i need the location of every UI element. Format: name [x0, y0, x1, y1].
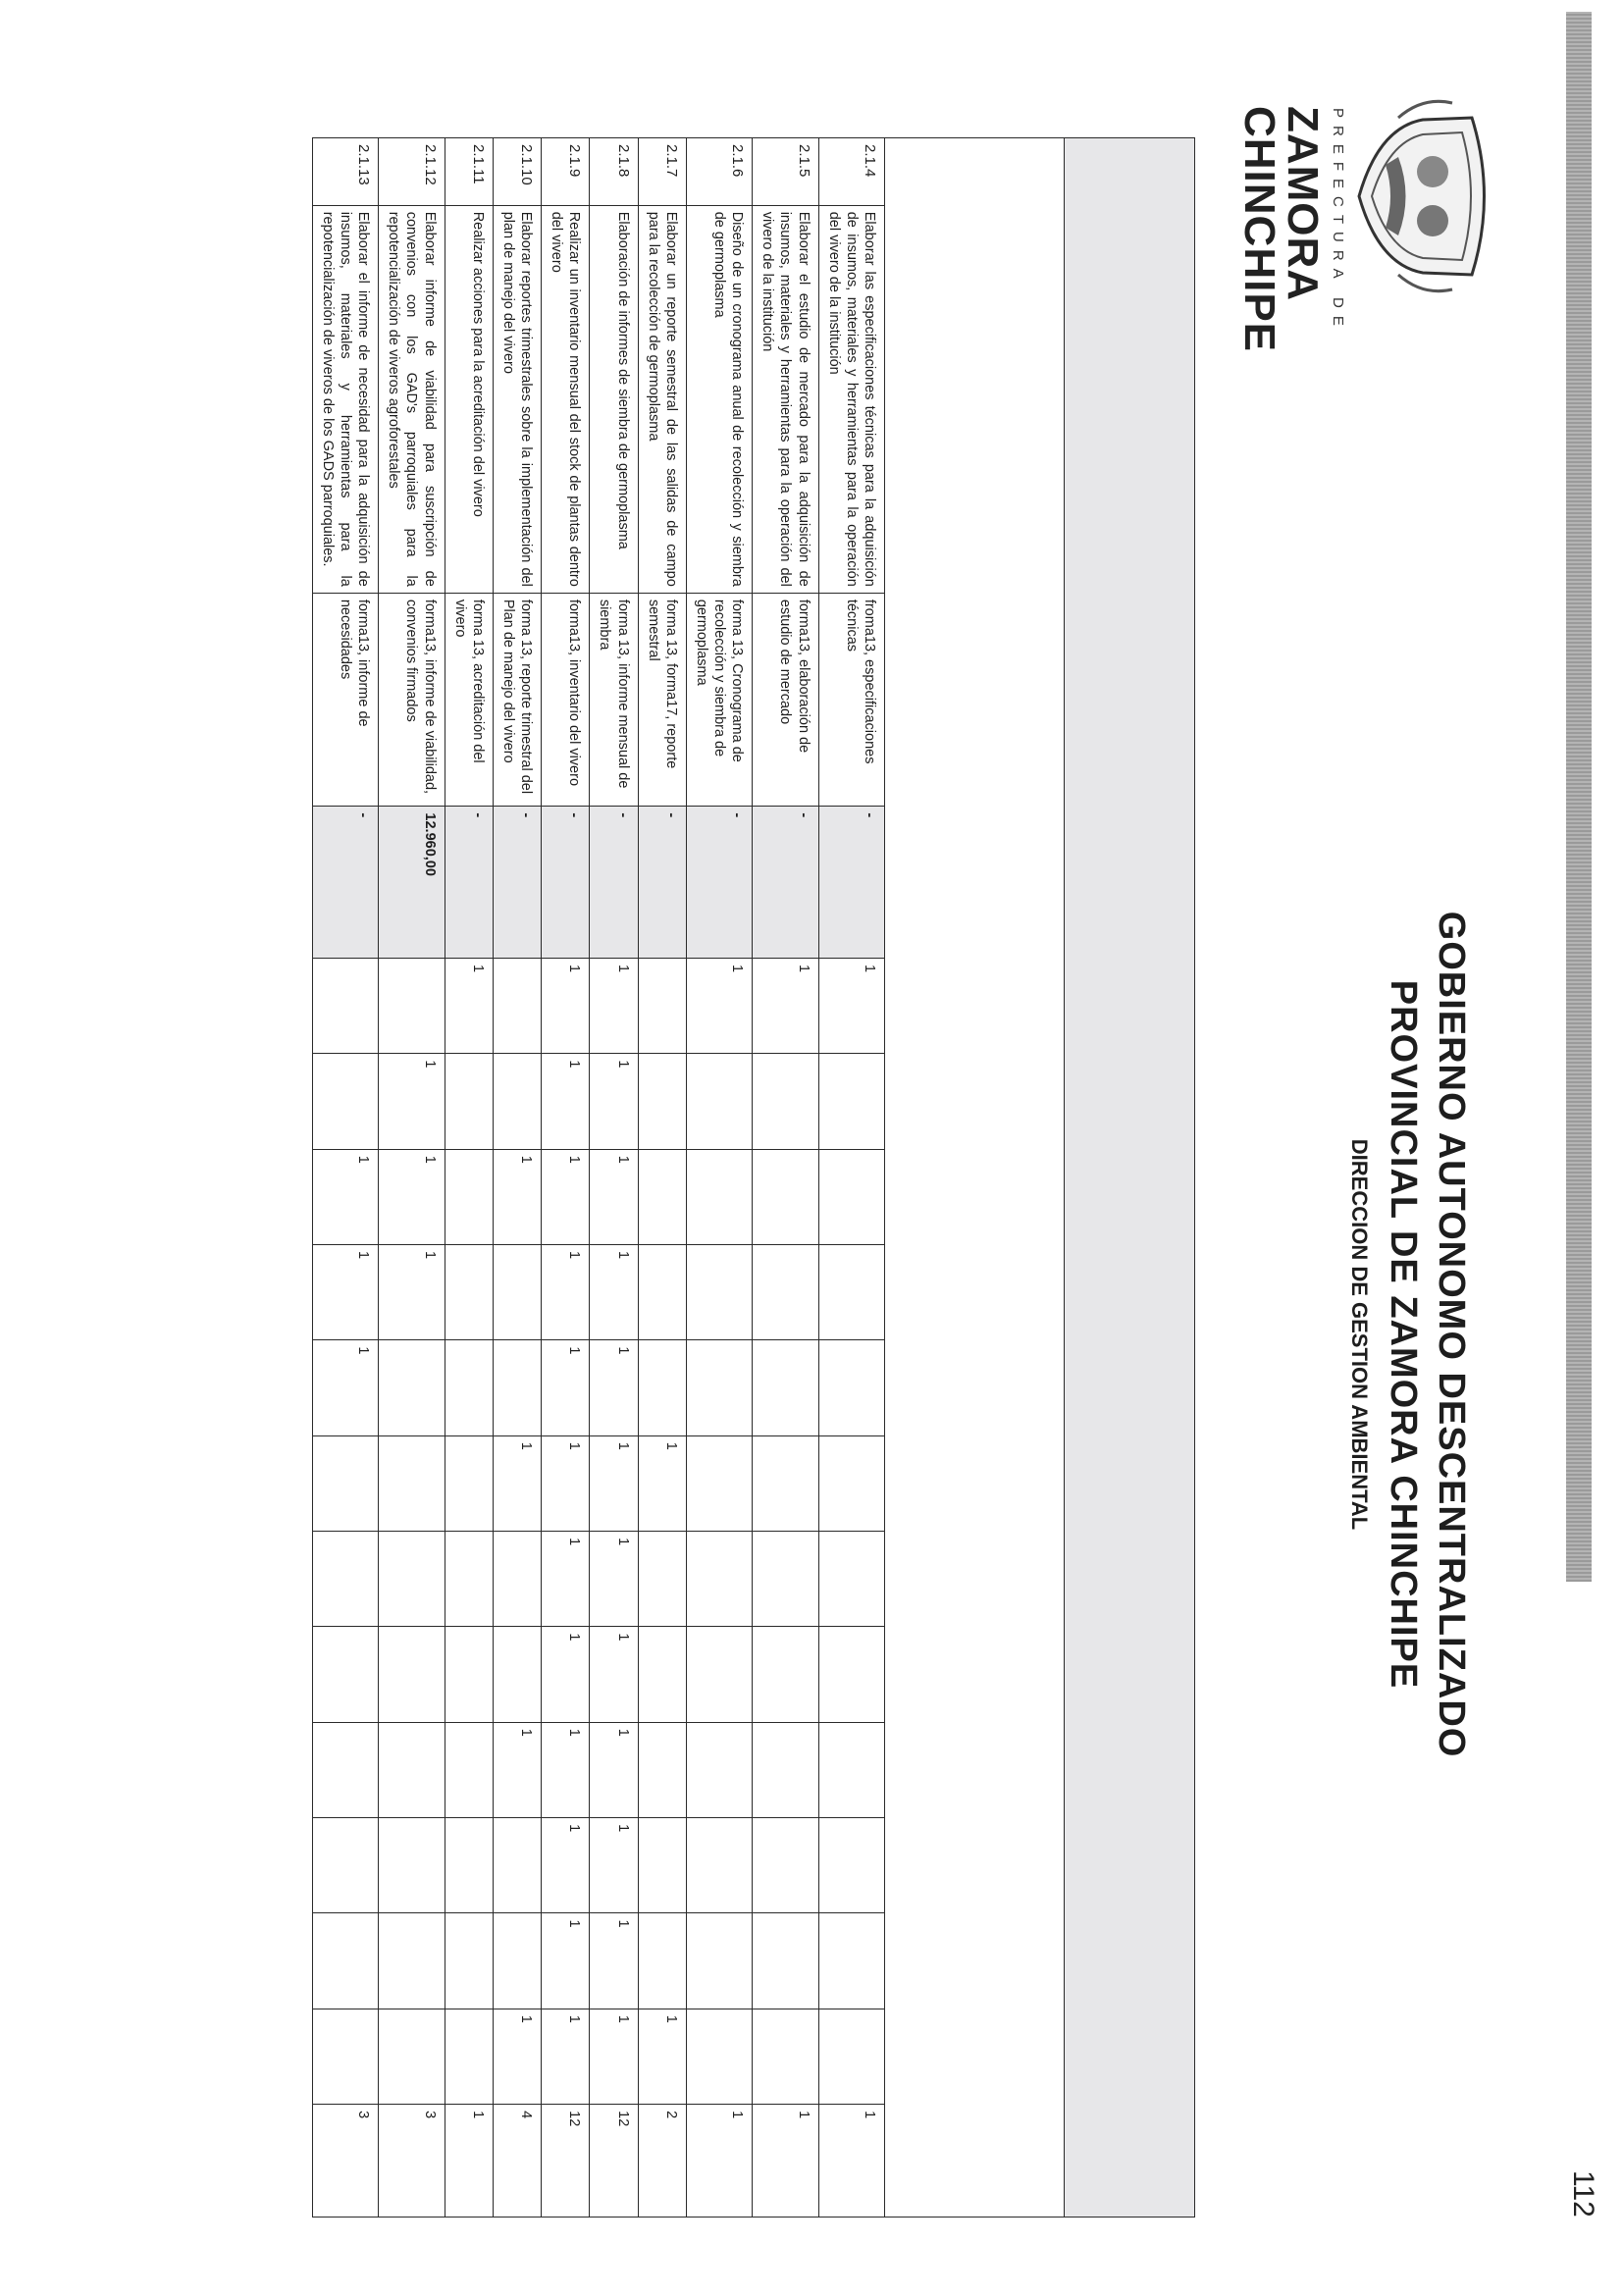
- rotated-sheet: [314, 39, 1511, 2218]
- month-7-cell: [445, 1532, 493, 1627]
- total-cell: 12: [542, 2105, 590, 2218]
- month-3-cell: 1: [493, 1149, 541, 1244]
- month-7-cell: 1: [542, 1532, 590, 1627]
- month-10-cell: [638, 1818, 686, 1913]
- month-9-cell: 1: [493, 1722, 541, 1817]
- header-titles: [1346, 844, 1472, 1825]
- month-1-cell: 1: [445, 959, 493, 1054]
- month-2-cell: [638, 1054, 686, 1149]
- activity-description-cell: Elaborar el estudio de mercado para la adquisición de insumos, materiales y herramientas para la operación del vivero de la institución: [753, 205, 818, 593]
- month-8-cell: 1: [590, 1627, 638, 1722]
- verification-means-cell: forma 13, Cronograma de recolección y siembra de germoplasma: [686, 593, 752, 807]
- table-row: [445, 138, 493, 2218]
- month-3-cell: [818, 1149, 884, 1244]
- activity-description-cell: Elaborar un reporte semestral de las salidas de campo para la recolección de germoplasma: [638, 205, 686, 593]
- table-row: [542, 138, 590, 2218]
- month-11-cell: [753, 1913, 818, 2009]
- budget-cell: 12.960,00: [379, 807, 445, 959]
- month-6-cell: [445, 1435, 493, 1531]
- month-2-cell: [753, 1054, 818, 1149]
- month-6-cell: [379, 1435, 445, 1531]
- month-12-cell: 1: [493, 2009, 541, 2104]
- total-cell: 3: [379, 2105, 445, 2218]
- month-10-cell: [312, 1818, 378, 1913]
- month-12-cell: [686, 2009, 752, 2104]
- activity-code-cell: 2.1.7: [638, 138, 686, 206]
- activity-description-cell: Elaborar reportes trimestrales sobre la implementación del plan de manejo del vivero: [493, 205, 541, 593]
- month-3-cell: [753, 1149, 818, 1244]
- verification-means-cell: forma 13, informe mensual de siembra: [590, 593, 638, 807]
- table-row: [638, 138, 686, 2218]
- month-9-cell: [686, 1722, 752, 1817]
- month-9-cell: [379, 1722, 445, 1817]
- month-6-cell: 1: [542, 1435, 590, 1531]
- month-1-cell: 1: [542, 959, 590, 1054]
- total-cell: 12: [590, 2105, 638, 2218]
- budget-cell: -: [493, 807, 541, 959]
- verification-means-cell: forma 13, acreditación del vivero: [445, 593, 493, 807]
- month-8-cell: [445, 1627, 493, 1722]
- month-4-cell: 1: [379, 1245, 445, 1340]
- activity-description-cell: Elaborar el informe de necesidad para la adquisición de insumos, materiales y herramientas para la repotencialización de viveros de los GADS parroquiales.: [312, 205, 378, 593]
- activity-description-cell: Elaborar las especificaciones técnicas para la adquisición de insumos, materiales y herramientas para la operación del vivero de la institución: [818, 205, 884, 593]
- activity-code-cell: 2.1.4: [818, 138, 884, 206]
- table-row: [818, 138, 884, 2218]
- budget-cell: -: [638, 807, 686, 959]
- activity-description-cell: Diseño de un cronograma anual de recolección y siembra de germoplasma: [686, 205, 752, 593]
- month-12-cell: [312, 2009, 378, 2104]
- total-cell: 1: [445, 2105, 493, 2218]
- month-2-cell: 1: [542, 1054, 590, 1149]
- month-11-cell: [312, 1913, 378, 2009]
- table-row: [590, 138, 638, 2218]
- activity-code-cell: 2.1.13: [312, 138, 378, 206]
- logo-prefix: PREFECTURA DE: [1330, 108, 1346, 334]
- grey-header-cell: [1065, 138, 1195, 2218]
- month-6-cell: [312, 1435, 378, 1531]
- activity-code-cell: 2.1.9: [542, 138, 590, 206]
- month-11-cell: [638, 1913, 686, 2009]
- month-10-cell: [493, 1818, 541, 1913]
- month-6-cell: 1: [493, 1435, 541, 1531]
- month-5-cell: [818, 1340, 884, 1435]
- total-cell: 2: [638, 2105, 686, 2218]
- month-1-cell: 1: [818, 959, 884, 1054]
- logo-name-line-2: CHINCHIPE: [1235, 106, 1283, 353]
- header-blank-row: [885, 138, 1065, 2218]
- month-3-cell: 1: [379, 1149, 445, 1244]
- month-1-cell: 1: [753, 959, 818, 1054]
- verification-means-cell: forma 13, forma17, reporte semestral: [638, 593, 686, 807]
- month-2-cell: [312, 1054, 378, 1149]
- month-7-cell: [493, 1532, 541, 1627]
- month-4-cell: 1: [312, 1245, 378, 1340]
- verification-means-cell: forma13, informe de necesidades: [312, 593, 378, 807]
- month-2-cell: 1: [590, 1054, 638, 1149]
- month-6-cell: [818, 1435, 884, 1531]
- total-cell: 3: [312, 2105, 378, 2218]
- activity-code-cell: 2.1.8: [590, 138, 638, 206]
- month-4-cell: [818, 1245, 884, 1340]
- total-cell: 1: [686, 2105, 752, 2218]
- activity-plan-body: [312, 138, 1194, 2218]
- province-title: PROVINCIAL DE ZAMORA CHINCHIPE: [1383, 979, 1424, 1690]
- month-9-cell: [445, 1722, 493, 1817]
- month-12-cell: 1: [638, 2009, 686, 2104]
- month-1-cell: 1: [686, 959, 752, 1054]
- budget-cell: -: [445, 807, 493, 959]
- table-row: [493, 138, 541, 2218]
- activity-code-cell: 2.1.6: [686, 138, 752, 206]
- verification-means-cell: forma13, informe de viabilidad, convenios firmados: [379, 593, 445, 807]
- month-9-cell: 1: [590, 1722, 638, 1817]
- month-2-cell: 1: [379, 1054, 445, 1149]
- month-11-cell: [818, 1913, 884, 2009]
- month-10-cell: 1: [590, 1818, 638, 1913]
- month-7-cell: [379, 1532, 445, 1627]
- month-4-cell: [445, 1245, 493, 1340]
- month-1-cell: [493, 959, 541, 1054]
- month-9-cell: [818, 1722, 884, 1817]
- month-8-cell: [493, 1627, 541, 1722]
- month-3-cell: 1: [590, 1149, 638, 1244]
- verification-means-cell: forma 13, reporte trimestral del Plan de manejo del vivero: [493, 593, 541, 807]
- activity-description-cell: Elaborar informe de viabilidad para suscripción de convenios con los GAD's parroquiales para la repotencialización de viveros agroforestales: [379, 205, 445, 593]
- month-12-cell: [445, 2009, 493, 2104]
- budget-cell: -: [753, 807, 818, 959]
- activity-code-cell: 2.1.11: [445, 138, 493, 206]
- month-8-cell: [312, 1627, 378, 1722]
- month-5-cell: [379, 1340, 445, 1435]
- month-4-cell: [493, 1245, 541, 1340]
- month-2-cell: [493, 1054, 541, 1149]
- activity-code-cell: 2.1.10: [493, 138, 541, 206]
- month-7-cell: [818, 1532, 884, 1627]
- month-12-cell: 1: [542, 2009, 590, 2104]
- month-12-cell: [379, 2009, 445, 2104]
- month-3-cell: 1: [312, 1149, 378, 1244]
- month-6-cell: 1: [638, 1435, 686, 1531]
- budget-cell: -: [686, 807, 752, 959]
- month-4-cell: 1: [542, 1245, 590, 1340]
- total-cell: 4: [493, 2105, 541, 2218]
- month-6-cell: [753, 1435, 818, 1531]
- month-2-cell: [445, 1054, 493, 1149]
- table-row: [753, 138, 818, 2218]
- month-8-cell: [638, 1627, 686, 1722]
- month-6-cell: [686, 1435, 752, 1531]
- month-5-cell: 1: [312, 1340, 378, 1435]
- coat-of-arms-icon: [1354, 98, 1492, 294]
- month-10-cell: [686, 1818, 752, 1913]
- month-10-cell: [818, 1818, 884, 1913]
- month-6-cell: 1: [590, 1435, 638, 1531]
- month-2-cell: [818, 1054, 884, 1149]
- month-8-cell: [686, 1627, 752, 1722]
- month-9-cell: [753, 1722, 818, 1817]
- month-10-cell: [379, 1818, 445, 1913]
- table-row: [379, 138, 445, 2218]
- month-5-cell: 1: [590, 1340, 638, 1435]
- month-10-cell: 1: [542, 1818, 590, 1913]
- month-9-cell: [312, 1722, 378, 1817]
- blank-header-cell: [885, 138, 1065, 2218]
- month-2-cell: [686, 1054, 752, 1149]
- month-5-cell: [493, 1340, 541, 1435]
- month-11-cell: [493, 1913, 541, 2009]
- month-11-cell: 1: [542, 1913, 590, 2009]
- month-5-cell: [686, 1340, 752, 1435]
- month-9-cell: [638, 1722, 686, 1817]
- verification-means-cell: forma13, inventario del vivero: [542, 593, 590, 807]
- document-header: [1217, 39, 1511, 2218]
- month-3-cell: [638, 1149, 686, 1244]
- month-4-cell: 1: [590, 1245, 638, 1340]
- department-title: DIRECCION DE GESTION AMBIENTAL: [1347, 1138, 1372, 1531]
- month-5-cell: [445, 1340, 493, 1435]
- logo-name-line-1: ZAMORA: [1279, 106, 1327, 302]
- page-number: 112: [1567, 2170, 1599, 2218]
- verification-means-cell: forma13, elaboración de estudio de mercado: [753, 593, 818, 807]
- activity-plan-table: [312, 137, 1195, 2218]
- table-row: [312, 138, 378, 2218]
- month-8-cell: [753, 1627, 818, 1722]
- month-7-cell: [753, 1532, 818, 1627]
- total-cell: 1: [753, 2105, 818, 2218]
- month-1-cell: 1: [590, 959, 638, 1054]
- month-3-cell: [686, 1149, 752, 1244]
- activity-code-cell: 2.1.5: [753, 138, 818, 206]
- activity-description-cell: Elaboración de informes de siembra de germoplasma: [590, 205, 638, 593]
- month-11-cell: [445, 1913, 493, 2009]
- month-12-cell: [753, 2009, 818, 2104]
- month-7-cell: [638, 1532, 686, 1627]
- budget-cell: -: [312, 807, 378, 959]
- month-7-cell: [686, 1532, 752, 1627]
- month-1-cell: [312, 959, 378, 1054]
- activity-description-cell: Realizar acciones para la acreditación del vivero: [445, 205, 493, 593]
- activity-description-cell: Realizar un inventario mensual del stock de plantas dentro del vivero: [542, 205, 590, 593]
- month-10-cell: [753, 1818, 818, 1913]
- header-grey-row: [1065, 138, 1195, 2218]
- prefectura-logo: [1235, 98, 1492, 353]
- budget-cell: -: [818, 807, 884, 959]
- month-12-cell: [818, 2009, 884, 2104]
- month-8-cell: [379, 1627, 445, 1722]
- month-4-cell: [753, 1245, 818, 1340]
- total-cell: 1: [818, 2105, 884, 2218]
- month-10-cell: [445, 1818, 493, 1913]
- budget-cell: -: [590, 807, 638, 959]
- month-12-cell: 1: [590, 2009, 638, 2104]
- month-11-cell: [686, 1913, 752, 2009]
- month-8-cell: [818, 1627, 884, 1722]
- month-3-cell: 1: [542, 1149, 590, 1244]
- month-9-cell: 1: [542, 1722, 590, 1817]
- month-5-cell: [753, 1340, 818, 1435]
- month-1-cell: [638, 959, 686, 1054]
- month-4-cell: [686, 1245, 752, 1340]
- month-4-cell: [638, 1245, 686, 1340]
- month-5-cell: 1: [542, 1340, 590, 1435]
- month-5-cell: [638, 1340, 686, 1435]
- budget-cell: -: [542, 807, 590, 959]
- month-1-cell: [379, 959, 445, 1054]
- table-row: [686, 138, 752, 2218]
- verification-means-cell: froma13, especificaciones técnicas: [818, 593, 884, 807]
- month-8-cell: 1: [542, 1627, 590, 1722]
- scan-edge-bar: [1566, 12, 1592, 1582]
- month-3-cell: [445, 1149, 493, 1244]
- institution-title: GOBIERNO AUTONOMO DESCENTRALIZADO: [1431, 911, 1472, 1758]
- month-11-cell: [379, 1913, 445, 2009]
- month-11-cell: 1: [590, 1913, 638, 2009]
- activity-code-cell: 2.1.12: [379, 138, 445, 206]
- month-7-cell: 1: [590, 1532, 638, 1627]
- month-7-cell: [312, 1532, 378, 1627]
